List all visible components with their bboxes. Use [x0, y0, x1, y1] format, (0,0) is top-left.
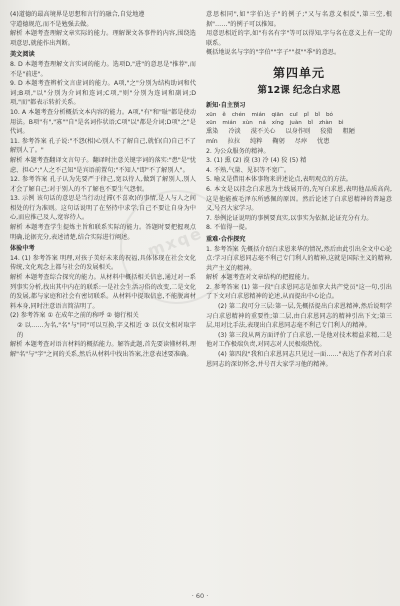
answer-14-2: (2) 参考答案 ① 在成年之前的称呼 ② 德行相关: [10, 312, 139, 320]
new-answer-7: 7. 举例论证说明的事例要真实,以事实为依据,论证充分有力。: [206, 214, 373, 222]
pinyin-item: qiān: [271, 111, 284, 118]
words-row-2: [206, 137, 392, 146]
new-answer-8: 8. 不值得一提。: [206, 224, 251, 232]
word-item: 粗陋: [342, 127, 355, 135]
pinyin-item: ná: [258, 119, 266, 126]
word-item: 拉拉: [227, 137, 241, 145]
answer-9: 9. D 本题考查辨析文言虚词的能力。A项,"之"分别为结构助词和代词;B项,"以"分别为介词和连词;C项,"则"分别为连词和副词;D项,"而"都表示转折关系。: [10, 80, 196, 107]
new-answer-2: 2. 为公众服务的精神。: [206, 147, 270, 155]
word-item: 狡猾: [320, 127, 333, 135]
study-answer-2-part-3: (3) 第三段从两方面评价了白求恩,一是他对技术精益求精,二是他对工作极端负责,对同志对人民极端热忱。: [206, 331, 392, 349]
word-item: 忧患: [317, 137, 330, 145]
section-new-knowledge: 新知·自主预习: [206, 101, 246, 109]
word-item: 尽瘁: [294, 137, 308, 145]
pinyin-item: juàn: [289, 119, 302, 126]
answer-13-explanation: 解析 本题考查学生提炼主旨和联系实际的能力。答题时要把握观点明确,论据充分,表述清楚,结合实际进行阐述。: [10, 224, 196, 241]
study-answer-1-explanation: 解析 本题考查对文章结构的把握能力。: [206, 274, 314, 282]
lesson-title: 第12课 纪念白求恩: [257, 84, 341, 96]
word-item: 纯粹: [250, 137, 263, 145]
page-number: · 60 ·: [191, 592, 209, 600]
word-item: 冷淡: [228, 127, 241, 135]
answer-14-explanation: 解析 本题考查综合探究的能力。从材料中概括相关信息,通过对一系列事实分析,找出其中内在的联系:一是社会生活习俗的改变,二是文化的发展,都与家庭和社会有密切联系。从材料中提取信息,不能脱离材料本身,同时注意语言简洁明了。: [10, 274, 196, 310]
pinyin-item: mián: [222, 119, 237, 126]
new-answer-4: 4. 不熟,气量、见识等不宽广。: [206, 166, 291, 174]
answer-12: 12. 参考答案 孔子认为先要严于律己,宽以待人,做到了解别人,别人才会了解自己;对于别人的不了解也不要生气怨恨。: [10, 176, 196, 193]
answer-14-2-continued: ② 以……为名,"名"与"同"可以互换,字义相近 ③ 以仅文相对取字的: [17, 322, 196, 339]
pinyin-item: pǐ: [303, 111, 309, 118]
right-top-line-1: 意思相同",如"字伯达子"的例子;"又与名意义相反",第三空,根据"……"的例子可以推知。: [206, 11, 392, 28]
answer-8: 8. D 本题考查理解文言实词的能力。选项D,"进"的意思是"推荐",而不是"前进"。: [10, 60, 196, 78]
word-item: 漠不关心: [250, 127, 276, 135]
word-item: 以身作则: [285, 127, 311, 135]
intro-line-2: 守道德规范,而不是勉强去做。: [10, 20, 93, 28]
pinyin-item: xūn: [206, 119, 217, 126]
watermark-text: mxqe: [144, 223, 206, 261]
study-answer-1: 1. 参考答案 先概括介绍白求恩来华的情况,然后由此引出全文中心论点:学习白求恩同志毫不利己专门利人的精神,这就是国际主义的精神,共产主义的精神。: [206, 245, 392, 272]
pinyin-item: chén: [231, 111, 246, 118]
word-item: 熏染: [206, 127, 219, 135]
pinyin-row-2: [206, 119, 392, 127]
words-row-1: [206, 127, 392, 136]
pinyin-item: xíng: [271, 119, 284, 126]
pinyin-row-1: [206, 111, 392, 119]
pinyin-item: zhàn: [318, 119, 333, 126]
answer-14-1: 14. (1) 参考答案 明理,对孩子美好未来的祝福,具体体现在社会文化传统,文化观念上都与社会的发展相关。: [10, 254, 196, 272]
answer-11: 11. 参考答案 孔子说:"不怨(相)心别人不了解自己,就怕(自)自己不了解别人了。": [10, 137, 196, 155]
right-column: [206, 10, 392, 369]
pinyin-item: xùn: [242, 119, 253, 126]
pinyin-item: cuī: [289, 111, 298, 118]
answer-13: 13. 示例 该句话的意思是当行动过滞(不喜欢)的事情,是人与人之间相处的行为准则。这句话说明了在坚持中求学,自己不要让自身为中心,而应推己及人,宽容待人。: [10, 195, 196, 222]
pinyin-item: ě: [222, 111, 226, 118]
new-answer-6: 6. 本文是以挂念白求恩为主线展开的,先写白求恩,表明他品质高尚,这是他能被毛泽东所感佩的原因。然后论述了白求恩精神的普遍意义,号召大家学习。: [206, 185, 392, 213]
new-answer-3: 3. (1) 熏 (2) 漠 (3) 冷 (4) 狡 (5) 精: [206, 157, 307, 165]
section-exam-experience: 体验中考: [10, 245, 35, 253]
section-classical-reading: 美文阅读: [10, 51, 35, 59]
answer-14-2-explanation: 解析 本题考查对语言材料的概括能力。解答此题,首先要读懂材料,理解"名"与"字"之间的关系,然后从材料中找出答案,注意表述要准确。: [10, 341, 196, 358]
new-answer-5: 5. 喻义是借用本体事物来讲述论点,表明观点的方法。: [206, 176, 352, 184]
pinyin-item: bó: [325, 111, 333, 118]
word-item: 鞠躬: [272, 137, 285, 145]
study-answer-2-part-2: (2) 第二段可分三层:第一层,先概括提出白求恩精神,然后说明学习白求恩精神的重要性;第二层,由白求恩同志的精神引出下文;第三层,用对比手法,表现出白求恩同志毫不利己专门利人的精神。: [206, 303, 392, 330]
intro-line-1: (4)道德的最高境界是思想和言行的融合,自觉地遵: [10, 11, 145, 18]
right-top-line-2: 用意思相近的字,如"有名有字"等可以得知,字与名在意义上有一定的联系。: [206, 30, 392, 47]
pinyin-item: mián: [251, 111, 266, 118]
pinyin-item: bǐ: [307, 119, 313, 126]
pinyin-item: xūn: [206, 111, 217, 118]
answer-11-explanation: 解析 本题考查翻译文言句子。翻译时注意关键字词的落实:"患"是"忧虑、担心";"人之不己知"是宾语前置句;"不知人"即"不了解别人"。: [10, 156, 196, 174]
pinyin-item: bì: [338, 119, 344, 126]
study-answer-2: 2. 参考答案 (1) 第一段"白求恩同志是加拿大共产党员"这一句,引出了下文对白求恩精神的论述,从而提出中心论点。: [206, 283, 392, 301]
section-cooperative-study: 重难·合作探究: [206, 235, 246, 243]
left-column: [10, 10, 196, 359]
intro-explanation: 解析 本题考查理解文章实际的能力。理解课文各事件的内容,围绕选项意思,就能作出判断。: [10, 30, 196, 47]
word-item: mín: [206, 137, 218, 145]
answer-10: 10. A 本题考查分析概括文本内容的能力。A项,"有"和"耻"都是使动用法。B项"有","寡""自"是名词作状语;C项"以"都是介词;D项"之"是代词。: [10, 108, 196, 136]
right-top-line-3: 概括地说名与字的"字伯""字子""叔""季"的意思。: [206, 49, 341, 57]
unit-title: 第四单元: [272, 65, 325, 80]
study-answer-2-part-4: (4) 第四段"我和白求恩同志只见过一面……"表达了作者对白求恩同志的深切怀念,并号召大家学习他的精神。: [206, 351, 392, 368]
pinyin-item: bǐ: [314, 111, 320, 118]
